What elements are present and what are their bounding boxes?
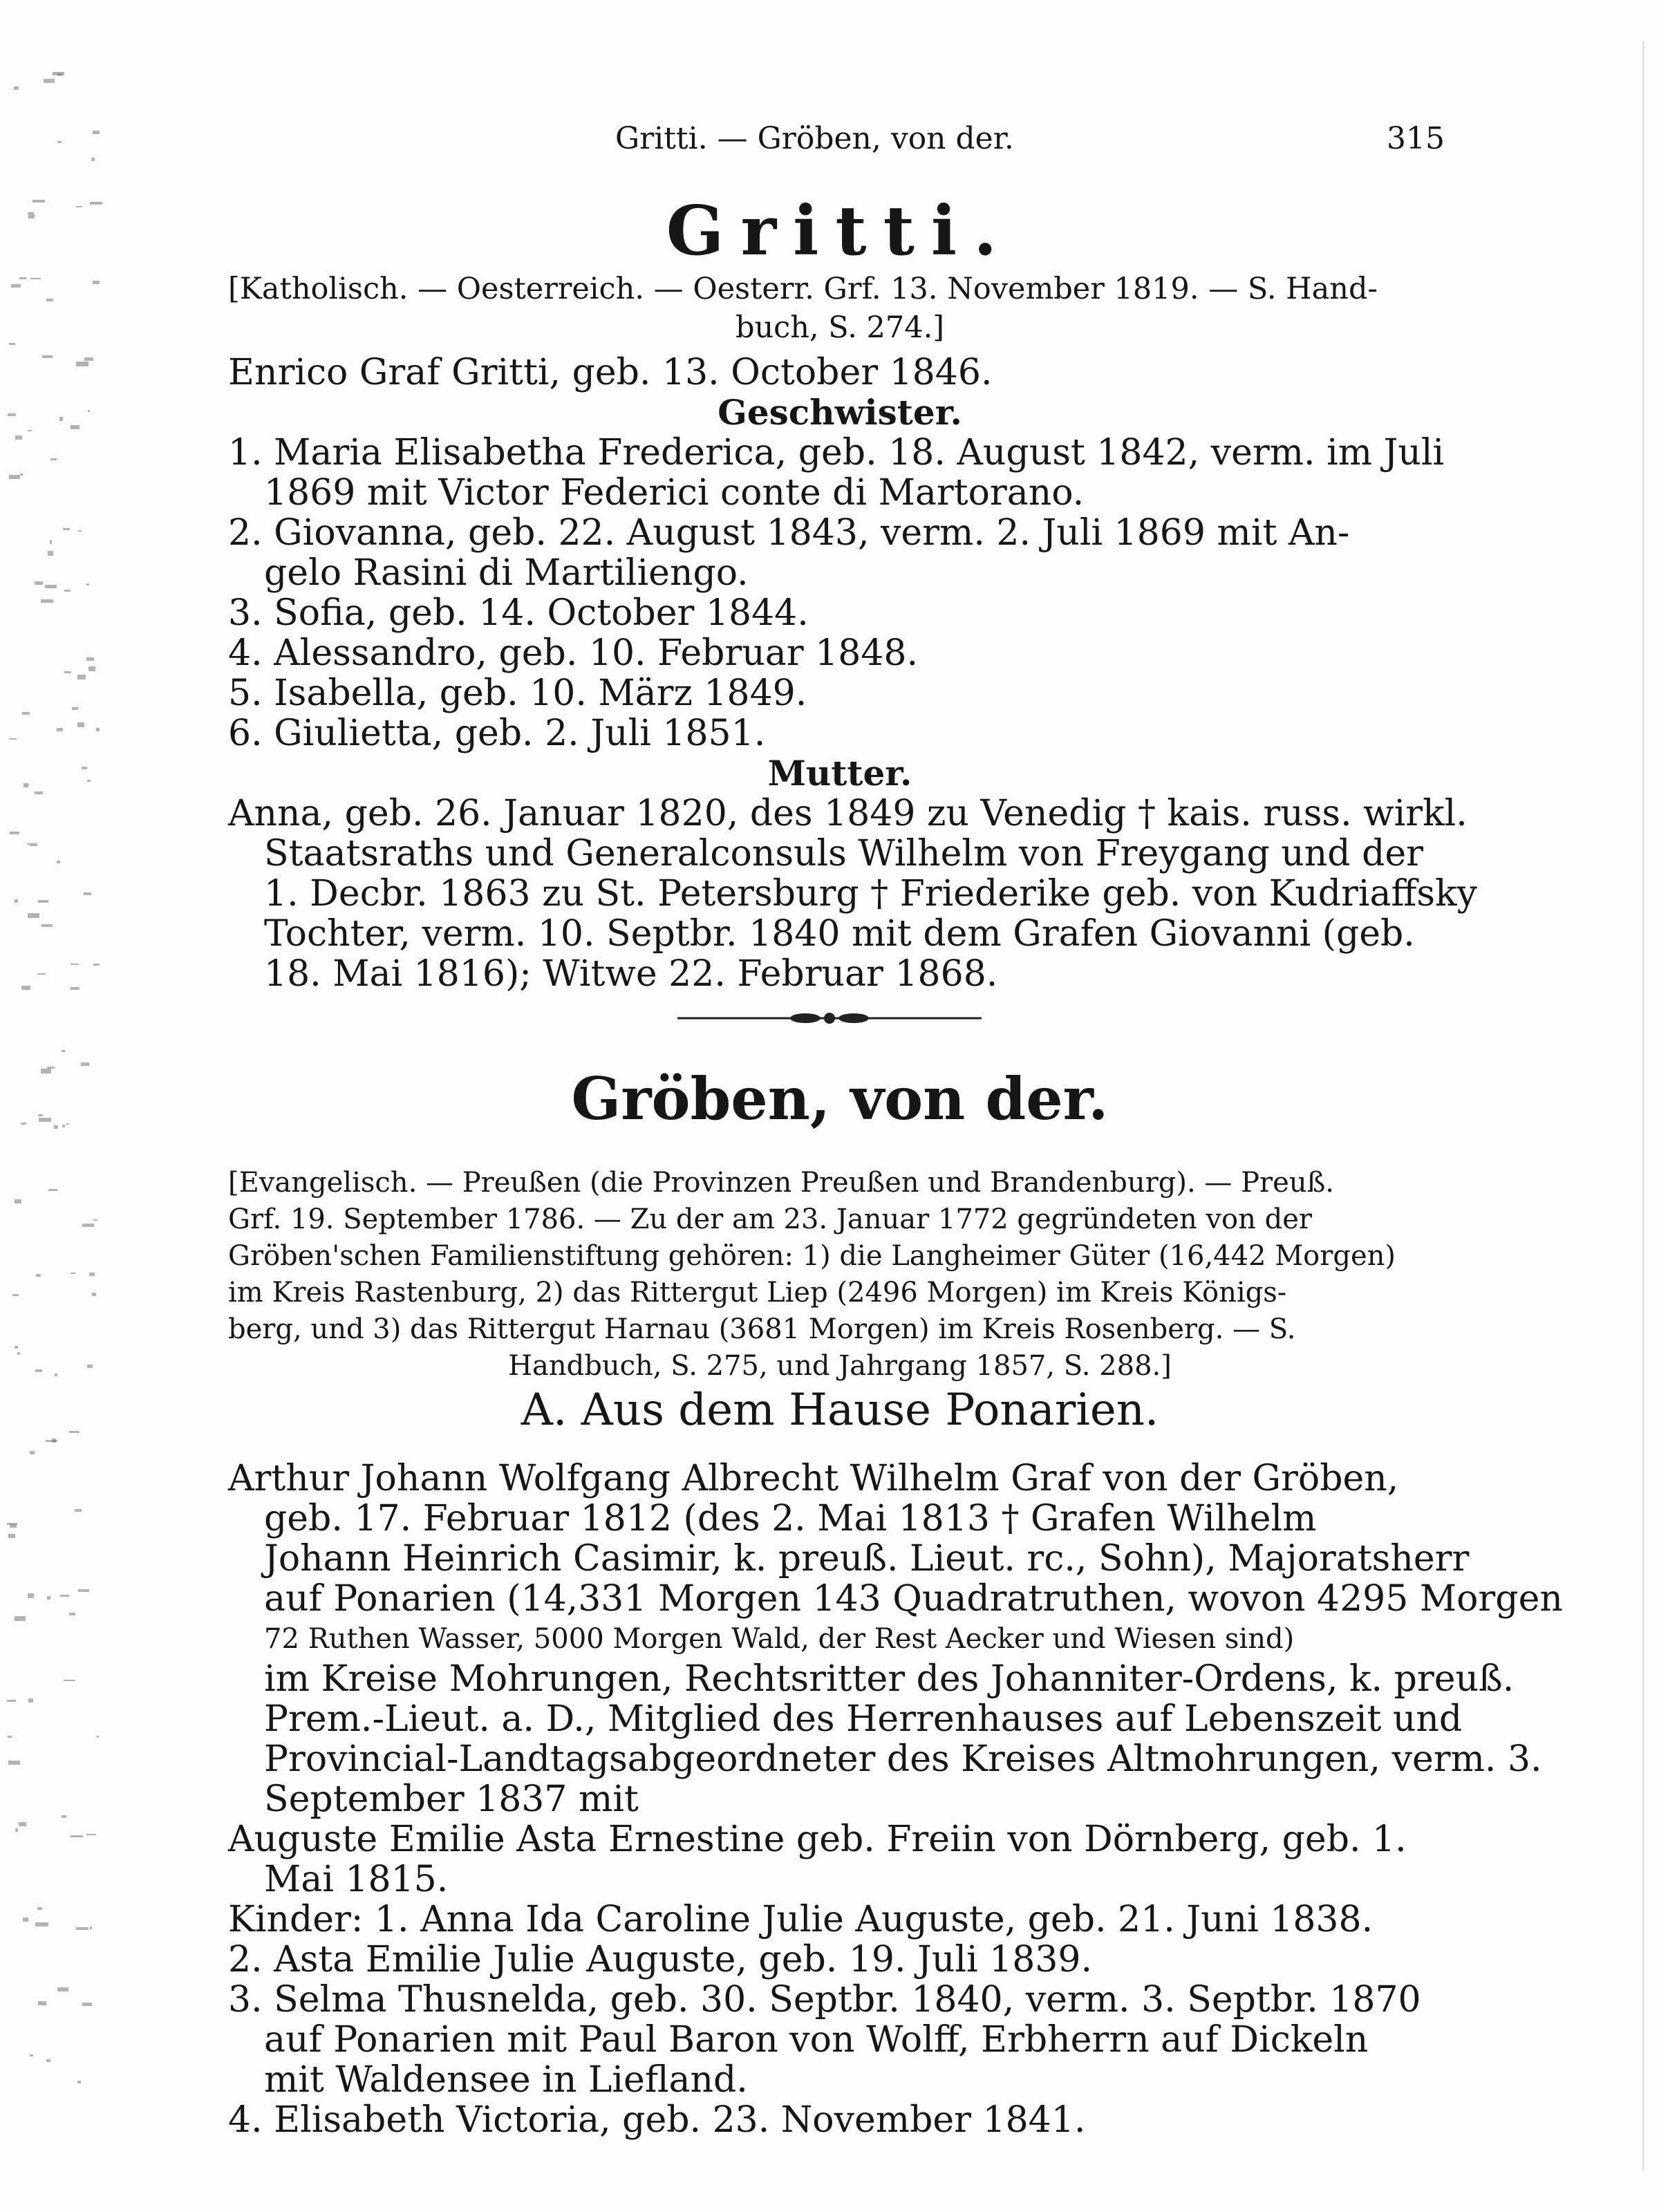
body-line: geb. 17. Februar 1812 (des 2. Mai 1813 † Grafen Wilhelm bbox=[264, 1498, 1317, 1539]
bleed-speck bbox=[23, 1918, 28, 1922]
mother-line: Staatsraths und Generalconsuls Wilhelm von Freygang und der bbox=[264, 833, 1423, 874]
sibling-line: 1869 mit Victor Federici conte di Martorano. bbox=[264, 472, 1085, 514]
groeben-note bbox=[228, 1165, 1452, 1385]
bleed-speck bbox=[41, 924, 53, 927]
bleed-speck bbox=[52, 1438, 57, 1443]
groeben-genealogy bbox=[228, 1458, 1563, 2141]
bleed-speck bbox=[28, 430, 32, 431]
bleed-speck bbox=[10, 1524, 17, 1528]
bleed-speck bbox=[35, 1369, 42, 1373]
bleed-speck bbox=[38, 900, 48, 903]
bleed-speck bbox=[97, 1736, 99, 1738]
head-person: Enrico Graf Gritti, geb. 13. October 1846. bbox=[228, 352, 993, 393]
bleed-speck bbox=[66, 1123, 69, 1125]
bleed-speck bbox=[76, 206, 82, 207]
note-line: Handbuch, S. 275, und Jahrgang 1857, S. 288.] bbox=[508, 1350, 1172, 1382]
bleed-speck bbox=[59, 417, 63, 421]
body-line: Provincial-Landtagsabgeordneter des Kreises Altmohrungen, verm. 3. bbox=[264, 1738, 1542, 1780]
bleed-speck bbox=[57, 728, 63, 732]
bleed-speck bbox=[9, 738, 17, 740]
bleed-speck bbox=[96, 728, 100, 731]
bleed-speck bbox=[87, 780, 90, 782]
bleed-speck bbox=[86, 583, 89, 585]
bleed-speck bbox=[77, 675, 86, 679]
bleed-speck bbox=[62, 1815, 66, 1818]
sibling-line: 2. Giovanna, geb. 22. August 1843, verm. 2. Juli 1869 mit An- bbox=[228, 512, 1350, 554]
bleed-speck bbox=[63, 528, 69, 530]
bleed-speck bbox=[14, 86, 19, 90]
bleed-speck bbox=[72, 707, 78, 710]
bleed-speck bbox=[7, 1700, 16, 1702]
body-line: September 1837 mit bbox=[264, 1779, 639, 1820]
section-title: A. Aus dem Hause Ponarien. bbox=[521, 1385, 1159, 1436]
bleed-speck bbox=[38, 2001, 46, 2005]
bleed-speck bbox=[78, 530, 82, 532]
ornamental-divider bbox=[677, 1008, 982, 1029]
bleed-speck bbox=[41, 599, 53, 603]
note-line: [Evangelisch. — Preußen (die Provinzen Preußen und Brandenburg). — Preuß. bbox=[228, 1167, 1335, 1199]
bleed-speck bbox=[46, 2059, 50, 2062]
bleed-speck bbox=[8, 1736, 12, 1738]
bleed-speck bbox=[62, 1125, 65, 1127]
bleed-speck bbox=[32, 200, 46, 203]
bleed-speck bbox=[50, 458, 57, 460]
bleed-speck bbox=[48, 551, 53, 556]
bleed-speck bbox=[15, 1828, 17, 1832]
bleed-speck bbox=[15, 1616, 26, 1621]
bleed-speck bbox=[35, 581, 44, 584]
bleed-speck bbox=[30, 843, 37, 846]
bleed-speck bbox=[28, 913, 39, 918]
mother-heading: Mutter. bbox=[767, 753, 912, 794]
body-line: Mai 1815. bbox=[264, 1859, 449, 1900]
body-line: mit Waldensee in Liefland. bbox=[264, 2059, 748, 2101]
gritti-note bbox=[228, 270, 1452, 347]
sibling-line: 5. Isabella, geb. 10. März 1849. bbox=[228, 673, 807, 714]
bleed-speck bbox=[86, 1834, 96, 1835]
groeben-title: Gröben, von der. bbox=[571, 1065, 1109, 1133]
bleed-speck bbox=[11, 284, 21, 288]
bleed-speck bbox=[37, 973, 46, 975]
bleed-speck bbox=[30, 278, 41, 280]
bleed-speck bbox=[41, 1069, 51, 1074]
bleed-speck bbox=[50, 540, 52, 544]
bleed-speck bbox=[89, 1273, 95, 1276]
bleed-speck bbox=[69, 1431, 79, 1433]
bleed-speck bbox=[76, 362, 88, 366]
note-line: berg, und 3) das Rittergut Harnau (3681 Morgen) im Kreis Rosenberg. — S. bbox=[228, 1313, 1296, 1345]
bleed-speck bbox=[64, 671, 71, 673]
bleed-speck bbox=[36, 1274, 41, 1277]
sibling-line: 3. Sofia, geb. 14. October 1844. bbox=[228, 592, 809, 634]
note-line: buch, S. 274.] bbox=[735, 310, 945, 345]
bleed-speck bbox=[93, 1219, 97, 1221]
body-line: auf Ponarien mit Paul Baron von Wolff, Erbherrn auf Dickeln bbox=[264, 2019, 1369, 2061]
bleed-speck bbox=[10, 832, 20, 834]
body-line: Arthur Johann Wolfgang Albrecht Wilhelm Graf von der Gröben, bbox=[228, 1458, 1399, 1499]
bleed-speck bbox=[64, 590, 71, 591]
bleed-speck bbox=[57, 1987, 68, 1991]
bleed-speck bbox=[8, 413, 16, 416]
sibling-line: gelo Rasini di Martiliengo. bbox=[264, 552, 749, 594]
bleed-speck bbox=[91, 158, 95, 160]
bleed-through-margin bbox=[0, 41, 118, 2184]
bleed-speck bbox=[46, 299, 53, 301]
bleed-speck bbox=[24, 783, 28, 787]
bleed-speck bbox=[8, 1761, 20, 1764]
bleed-speck bbox=[88, 666, 95, 671]
bleed-speck bbox=[47, 1067, 54, 1068]
bleed-speck bbox=[76, 1927, 88, 1929]
bleed-speck bbox=[9, 343, 15, 345]
bleed-speck bbox=[71, 964, 79, 966]
body-line: Prem.-Lieut. a. D., Mitglied des Herrenhauses auf Lebenszeit und bbox=[264, 1698, 1463, 1740]
gritti-genealogy bbox=[228, 352, 1477, 995]
bleed-speck bbox=[77, 2081, 81, 2083]
bleed-speck bbox=[9, 475, 20, 479]
bleed-speck bbox=[15, 435, 22, 440]
bleed-speck bbox=[69, 1613, 76, 1615]
bleed-speck bbox=[38, 1114, 43, 1116]
sibling-line: 1. Maria Elisabetha Frederica, geb. 18. August 1842, verm. im Juli bbox=[228, 432, 1445, 474]
bleed-speck bbox=[28, 1593, 34, 1598]
bleed-speck bbox=[84, 892, 92, 894]
bleed-speck bbox=[77, 722, 84, 727]
bleed-speck bbox=[84, 357, 93, 361]
bleed-speck bbox=[82, 2003, 92, 2006]
note-line: im Kreis Rastenburg, 2) das Rittergut Liep (2496 Morgen) im Kreis Königs- bbox=[228, 1277, 1287, 1309]
bleed-speck bbox=[39, 1118, 52, 1122]
bleed-speck bbox=[81, 1062, 88, 1066]
bleed-speck bbox=[53, 72, 64, 75]
body-line: Johann Heinrich Casimir, k. preuß. Lieut. rc., Sohn), Majoratsherr bbox=[264, 1538, 1470, 1580]
bleed-speck bbox=[28, 214, 35, 218]
note-line: Grf. 19. September 1786. — Zu der am 23. Januar 1772 gegründeten von der bbox=[228, 1203, 1313, 1235]
bleed-speck bbox=[37, 1907, 42, 1910]
bleed-speck bbox=[71, 1273, 75, 1275]
mother-line: 1. Decbr. 1863 zu St. Petersburg † Friederike geb. von Kudriaffsky bbox=[264, 873, 1477, 915]
bleed-speck bbox=[22, 712, 30, 715]
bleed-speck bbox=[57, 141, 62, 142]
bleed-speck bbox=[42, 355, 53, 357]
bleed-speck bbox=[75, 1509, 81, 1511]
bleed-speck bbox=[47, 1596, 50, 1600]
bleed-speck bbox=[60, 1595, 69, 1596]
bleed-speck bbox=[44, 79, 55, 82]
running-head: Gritti. — Gröben, von der. bbox=[615, 121, 1014, 156]
bleed-speck bbox=[20, 474, 23, 476]
bleed-speck bbox=[55, 1374, 57, 1376]
body-line: 4. Elisabeth Victoria, geb. 23. November 1841. bbox=[228, 2099, 1086, 2141]
bleed-speck bbox=[28, 1698, 33, 1703]
body-line: Kinder: 1. Anna Ida Caroline Julie Auguste, geb. 21. Juni 1838. bbox=[228, 1899, 1374, 1940]
bleed-speck bbox=[93, 964, 100, 966]
bleed-speck bbox=[12, 1294, 19, 1296]
body-line: Auguste Emilie Asta Ernestine geb. Freiin von Dörnberg, geb. 1. bbox=[228, 1819, 1407, 1860]
bleed-speck bbox=[92, 1293, 95, 1296]
gritti-title: Gritti. bbox=[666, 191, 1014, 271]
bleed-speck bbox=[62, 1050, 64, 1052]
bleed-speck bbox=[17, 1352, 21, 1355]
body-line: 2. Asta Emilie Julie Auguste, geb. 19. Juli 1839. bbox=[228, 1939, 1093, 1980]
bleed-speck bbox=[57, 861, 60, 863]
bleed-speck bbox=[90, 1927, 92, 1929]
mother-line: Anna, geb. 26. Januar 1820, des 1849 zu Venedig † kais. russ. wirkl. bbox=[228, 793, 1468, 834]
bleed-speck bbox=[87, 1365, 93, 1369]
page-header bbox=[615, 121, 1445, 169]
bleed-speck bbox=[21, 986, 30, 990]
bleed-speck bbox=[48, 1189, 57, 1190]
bleed-speck bbox=[15, 899, 18, 903]
bleed-speck bbox=[71, 425, 80, 429]
bleed-speck bbox=[30, 2054, 34, 2056]
bleed-speck bbox=[54, 1125, 58, 1129]
bleed-speck bbox=[27, 843, 30, 845]
bleed-speck bbox=[45, 585, 57, 588]
bleed-speck bbox=[21, 1123, 26, 1125]
bleed-speck bbox=[64, 1680, 75, 1681]
mother-line: Tochter, verm. 10. Septbr. 1840 mit dem Grafen Giovanni (geb. bbox=[264, 913, 1415, 955]
bleed-speck bbox=[71, 987, 79, 990]
siblings-heading: Geschwister. bbox=[718, 392, 962, 433]
note-line: [Katholisch. — Oesterreich. — Oesterr. Grf. 13. November 1819. — S. Hand- bbox=[228, 272, 1378, 306]
bleed-speck bbox=[82, 767, 88, 769]
sibling-line: 6. Giulietta, geb. 2. Juli 1851. bbox=[228, 713, 766, 754]
bleed-speck bbox=[86, 657, 94, 662]
bleed-speck bbox=[88, 410, 90, 412]
bleed-speck bbox=[15, 1199, 21, 1203]
body-line: im Kreise Mohrungen, Rechtsritter des Johanniter-Ordens, k. preuß. bbox=[264, 1658, 1515, 1700]
body-line: auf Ponarien (14,331 Morgen 143 Quadratruthen, wovon 4295 Morgen bbox=[264, 1578, 1563, 1620]
bleed-speck bbox=[35, 1922, 48, 1927]
bleed-speck bbox=[71, 1835, 83, 1838]
sibling-line: 4. Alessandro, geb. 10. Februar 1848. bbox=[228, 632, 919, 674]
bleed-speck bbox=[93, 281, 100, 283]
bleed-speck bbox=[8, 1534, 15, 1538]
bleed-speck bbox=[93, 131, 100, 134]
mother-line: 18. Mai 1816); Witwe 22. Februar 1868. bbox=[264, 953, 998, 995]
page-number: 315 bbox=[1387, 121, 1445, 156]
bleed-speck bbox=[30, 1451, 35, 1454]
bleed-speck bbox=[78, 1589, 89, 1593]
bleed-speck bbox=[15, 1346, 18, 1349]
bleed-speck bbox=[19, 1822, 26, 1826]
body-line: 3. Selma Thusnelda, geb. 30. Septbr. 1840, verm. 3. Septbr. 1870 bbox=[228, 1979, 1421, 2021]
bleed-speck bbox=[90, 202, 102, 205]
bleed-speck bbox=[19, 277, 26, 279]
bleed-speck bbox=[35, 791, 44, 794]
body-line: 72 Ruthen Wasser, 5000 Morgen Wald, der Rest Aecker und Wiesen sind) bbox=[264, 1623, 1295, 1655]
bleed-speck bbox=[82, 1224, 94, 1228]
note-line: Gröben'schen Familienstiftung gehören: 1) die Langheimer Güter (16,442 Morgen) bbox=[228, 1240, 1396, 1272]
page-edge-shadow bbox=[1642, 41, 1644, 2171]
